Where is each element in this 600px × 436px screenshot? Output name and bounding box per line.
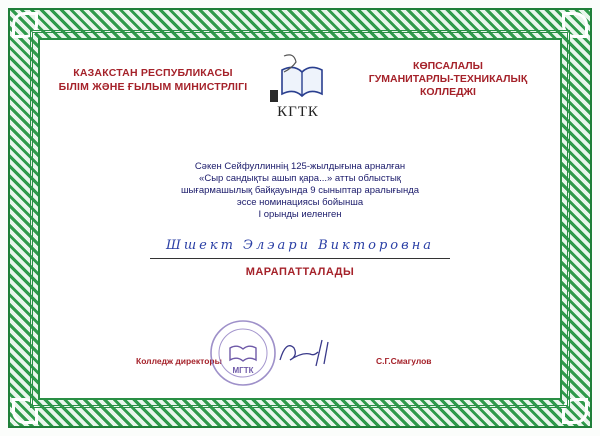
- ministry-heading-line: КАЗАКСТАН РЕСПУБЛИКАСЫ: [73, 67, 233, 79]
- ministry-heading: [58, 66, 248, 94]
- college-stamp-icon: [208, 318, 278, 388]
- description-line: I орынды иеленген: [258, 209, 342, 220]
- director-label: Колледж директоры: [136, 356, 222, 366]
- description-line: Сәкен Сейфуллиннің 125-жылдығына арналған: [194, 161, 406, 172]
- college-heading: [348, 60, 548, 99]
- description-line: шығармашылық байқауында 9 сыныптар аралығында: [180, 185, 420, 196]
- award-description: [150, 161, 450, 221]
- award-title: МАРАПАТТАЛАДЫ: [245, 266, 355, 278]
- description-line: «Сыр сандықты ашып қара...» атты облыстық: [199, 173, 401, 184]
- college-heading-line: ГУМАНИТАРЛЫ-ТЕХНИКАЛЫҚ: [368, 73, 528, 85]
- director-name: С.Г.Смагулов: [376, 356, 432, 366]
- college-heading-line: КӨПСАЛАЛЫ: [413, 60, 483, 72]
- ministry-heading-line: БІЛІМ ЖӘНЕ ҒЫЛЫМ МИНИСТРЛІГІ: [58, 81, 248, 93]
- director-signature: [276, 334, 346, 368]
- description-line: эссе номинациясы бойынша: [236, 197, 364, 208]
- recipient-name: Шшект Элэари Викторовна: [165, 238, 435, 253]
- logo-text: КГТК: [277, 104, 319, 120]
- college-heading-line: КОЛЛЕДЖІ: [420, 86, 476, 98]
- stamp-text: МГТК: [232, 366, 254, 375]
- name-underline: [150, 258, 450, 259]
